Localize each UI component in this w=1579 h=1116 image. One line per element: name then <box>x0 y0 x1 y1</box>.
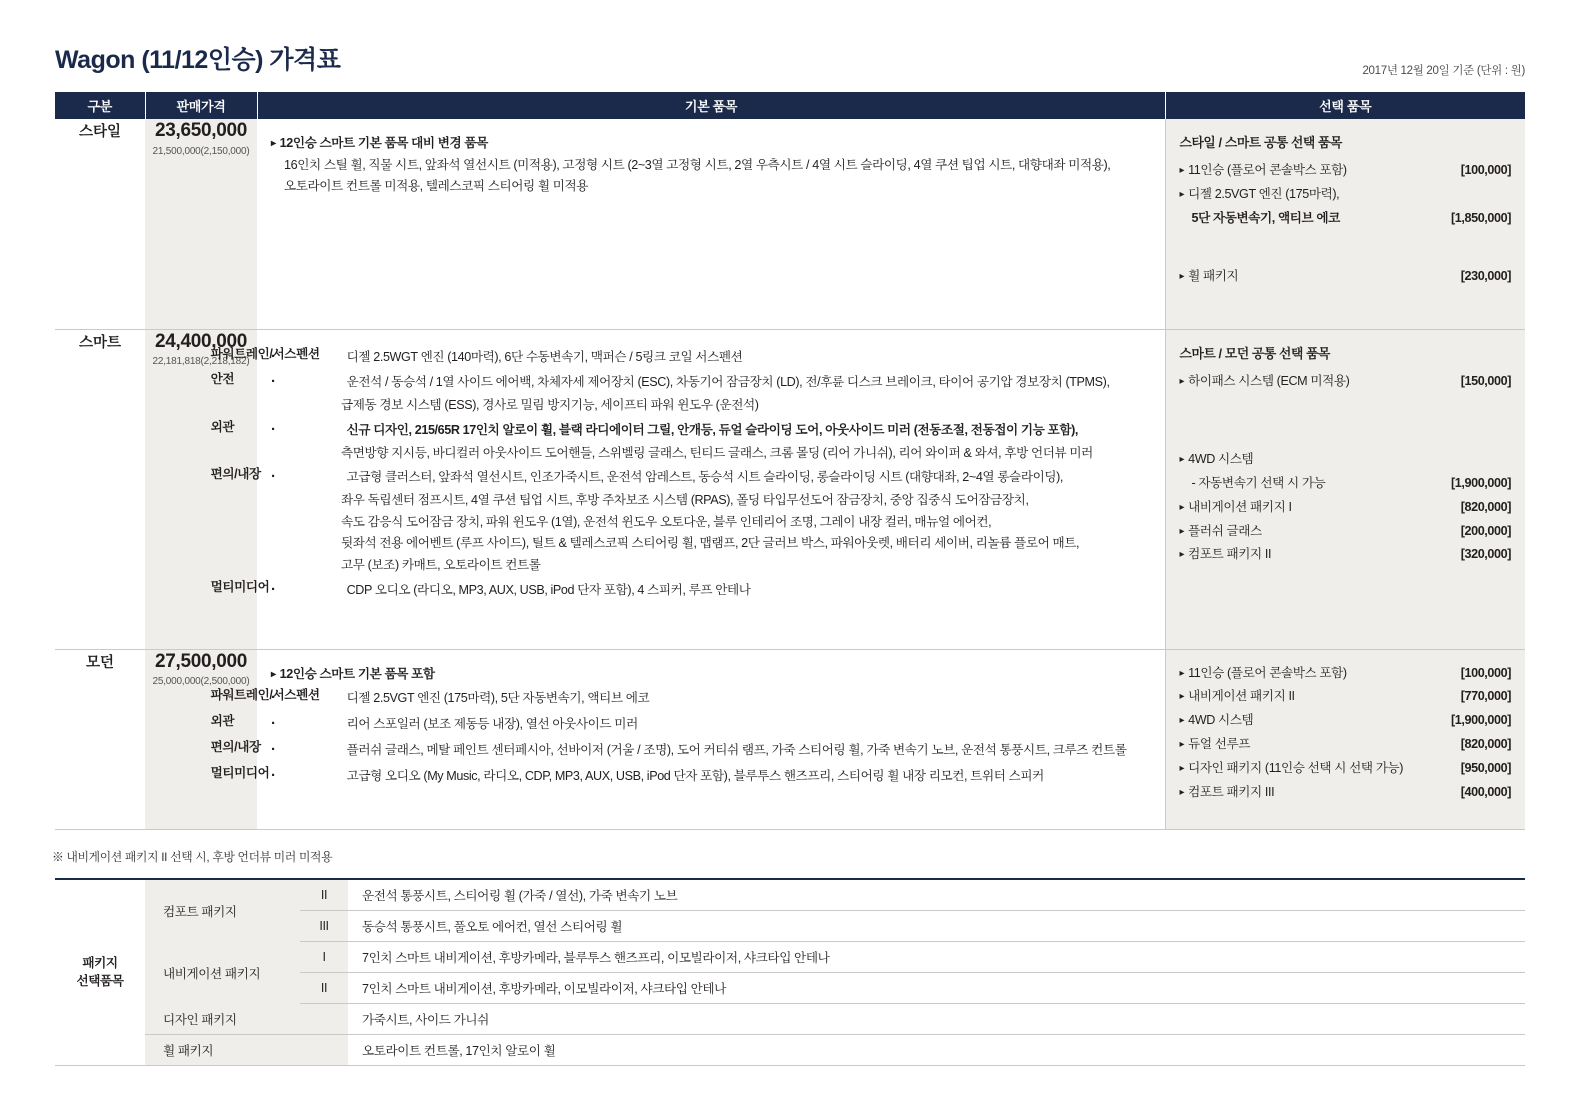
table-row <box>55 649 1525 829</box>
option-row[interactable] <box>1180 709 1512 733</box>
price-breakdown: 25,000,000(2,500,000) <box>152 676 250 688</box>
option-row[interactable] <box>1180 448 1512 472</box>
basic-text: 속도 감응식 도어잠금 장치, 파워 윈도우 (1열), 운전석 윈도우 오토다운, 블루 인테리어 조명, 그레이 내장 컬러, 매뉴얼 에어컨, <box>341 514 992 529</box>
package-desc: 7인치 스마트 내비게이션, 후방카메라, 블루투스 핸즈프리, 이모빌라이저, 샤크타입 안테나 <box>348 941 1525 972</box>
option-row[interactable] <box>1180 472 1512 496</box>
price-breakdown: 21,500,000(2,150,000) <box>152 145 250 157</box>
spacer <box>1180 231 1512 265</box>
package-desc: 가죽시트, 사이드 가니쉬 <box>348 1003 1525 1034</box>
basic-items-modern <box>210 649 1165 829</box>
price-value: 23,650,000 <box>154 120 248 141</box>
option-row[interactable] <box>1180 159 1512 183</box>
option-row[interactable] <box>1180 685 1512 709</box>
price-value: 24,400,000 <box>154 330 248 352</box>
option-name: ▸ 듀얼 선루프 <box>1180 733 1251 757</box>
basic-text: 운전석 / 동승석 / 1열 사이드 에어백, 차체자세 제어장치 (ESC), 차동기어 잠금장치 (LD), 전/후륜 디스크 브레이크, 타이어 공기압 경보장치 (TPMS), <box>346 375 1110 390</box>
option-name: ▸ 플러쉬 글래스 <box>1180 520 1262 544</box>
trim-name-smart: 스마트 <box>55 329 145 649</box>
option-row[interactable] <box>1180 370 1512 394</box>
option-name: ▸ 4WD 시스템 <box>1180 709 1254 733</box>
price-value: 27,500,000 <box>154 650 248 672</box>
table-row <box>55 941 1525 972</box>
basic-text: 좌우 독립센터 점프시트, 4열 쿠션 팁업 시트, 후방 주차보조 시스템 (RPAS), 폴딩 타입무선도어 잠금장치, 중앙 집중식 도어잠금장치, <box>341 493 1029 507</box>
basic-line <box>271 555 1155 577</box>
package-desc: 오토라이트 컨트롤, 17인치 알로이 휠 <box>348 1034 1525 1065</box>
price-table <box>55 92 1525 830</box>
option-price: [770,000] <box>1460 689 1511 704</box>
basic-line <box>271 395 1155 417</box>
spacer <box>1180 428 1512 448</box>
basic-text: 신규 디자인, 215/65R 17인치 알로이 휠, 블랙 라디에이터 그릴, 안개등, 듀얼 슬라이딩 도어, 아웃사이드 미러 (전동조절, 전동접이 기능 포함), <box>346 422 1078 437</box>
basic-text: CDP 오디오 (라디오, MP3, AUX, USB, iPod 단자 포함), 4 스피커, 루프 안테나 <box>346 582 751 597</box>
option-price: [1,900,000] <box>1450 475 1511 490</box>
option-items-smart <box>1165 329 1525 649</box>
option-row[interactable] <box>1180 662 1512 686</box>
option-price: [820,000] <box>1460 737 1511 752</box>
option-name: ▸ 컴포트 패키지 II <box>1180 543 1272 567</box>
column-header-gubun: 구분 <box>55 92 145 119</box>
basic-text: 플러쉬 글래스, 메탈 페인트 센터페시아, 선바이저 (거울 / 조명), 도어 커티쉬 램프, 가죽 스티어링 휠, 가죽 변속기 노브, 운전석 통풍시트, 크루즈 컨트롤 <box>346 742 1127 757</box>
package-name: 컴포트 패키지 <box>145 879 300 941</box>
basic-line <box>210 711 1155 737</box>
option-name: ▸ 내비게이션 패키지 II <box>1180 685 1295 709</box>
effective-date-note: 2017년 12월 20일 기준 (단위 : 원) <box>1362 65 1525 77</box>
trim-price-smart <box>145 329 257 649</box>
option-row[interactable] <box>1180 781 1512 805</box>
option-price: [1,900,000] <box>1450 713 1511 728</box>
basic-label: 멀티미디어 <box>210 765 270 780</box>
option-price: [950,000] <box>1460 761 1511 776</box>
option-name: ▸ 디젤 2.5VGT 엔진 (175마력), <box>1180 183 1340 207</box>
option-name: ▸ 내비게이션 패키지 I <box>1180 496 1292 520</box>
package-option-table <box>55 878 1525 1066</box>
option-row[interactable] <box>1180 496 1512 520</box>
table-row <box>55 1003 1525 1034</box>
option-row[interactable] <box>1180 757 1512 781</box>
basic-line <box>271 512 1155 534</box>
basic-label: 안전 <box>210 372 235 387</box>
basic-line <box>210 344 1155 370</box>
basic-label: 파워트레인/서스펜션 <box>210 346 320 361</box>
package-section-title <box>55 879 145 1065</box>
trim-name-style: 스타일 <box>55 119 145 329</box>
basic-line <box>210 685 1155 711</box>
package-grade: II <box>300 972 348 1003</box>
package-desc: 7인치 스마트 내비게이션, 후방카메라, 이모빌라이저, 샤크타입 안테나 <box>348 972 1525 1003</box>
basic-items-smart <box>210 329 1165 649</box>
basic-line: 오토라이트 컨트롤 미적용, 텔레스코픽 스티어링 휠 미적용 <box>284 179 589 194</box>
basic-head: ▸ 12인승 스마트 기본 품목 대비 변경 품목 <box>271 133 1155 155</box>
option-price: [820,000] <box>1460 499 1511 514</box>
column-header-price: 판매가격 <box>145 92 257 119</box>
basic-line <box>271 443 1155 465</box>
basic-line <box>271 533 1155 555</box>
option-price: [1,850,000] <box>1450 211 1511 226</box>
basic-text: 디젤 2.5VGT 엔진 (175마력), 5단 자동변속기, 액티브 에코 <box>346 691 650 706</box>
package-desc: 동승석 통풍시트, 풀오토 에어컨, 열선 스티어링 휠 <box>348 910 1525 941</box>
option-group-title: 스타일 / 스마트 공통 선택 품목 <box>1179 135 1342 150</box>
package-grade <box>300 1034 348 1065</box>
option-name: 5단 자동변속기, 액티브 에코 <box>1191 211 1340 226</box>
basic-label: 외관 <box>210 713 235 728</box>
option-row[interactable] <box>1180 207 1512 231</box>
basic-line <box>210 417 1155 443</box>
basic-line <box>210 737 1155 763</box>
package-grade <box>300 1003 348 1034</box>
table-row <box>55 119 1525 329</box>
basic-text: 측면방향 지시등, 바디컬러 아웃사이드 도어핸들, 스위벨링 글래스, 틴티드 글래스, 크롬 몰딩 (리어 가니쉬), 리어 와이퍼 & 와셔, 후방 언더뷰 미러 <box>341 445 1093 460</box>
basic-text: 고무 (보조) 카매트, 오토라이트 컨트롤 <box>341 557 541 572</box>
package-title-line1: 패키지 <box>82 956 118 970</box>
option-items-style <box>1165 119 1525 329</box>
basic-label: 파워트레인/서스펜션 <box>210 688 320 703</box>
basic-line <box>271 490 1155 512</box>
option-name: ▸ 4WD 시스템 <box>1180 448 1254 472</box>
option-price: [400,000] <box>1460 785 1511 800</box>
table-header-row <box>55 92 1525 119</box>
option-price: [100,000] <box>1460 665 1511 680</box>
basic-label: 편의/내장 <box>210 467 261 482</box>
package-name: 디자인 패키지 <box>145 1003 300 1034</box>
option-name: ▸ 하이패스 시스템 (ECM 미적용) <box>1180 370 1350 394</box>
basic-head: ▸ 12인승 스마트 기본 품목 포함 <box>271 664 1155 686</box>
basic-label: 멀티미디어 <box>210 579 270 594</box>
page-title: Wagon (11/12인승) 가격표 <box>55 46 341 74</box>
basic-text: 뒷좌석 전용 에어벤트 (루프 사이드), 틸트 & 텔레스코픽 스티어링 휠, 맵램프, 2단 글러브 박스, 파워아웃렛, 배터리 세이버, 리놀륨 플로어 매트, <box>341 536 1080 551</box>
basic-label: 외관 <box>210 419 235 434</box>
package-grade: III <box>300 910 348 941</box>
option-name: - 자동변속기 선택 시 가능 <box>1191 475 1326 490</box>
option-row[interactable] <box>1180 543 1512 567</box>
basic-line: 16인치 스틸 휠, 직물 시트, 앞좌석 열선시트 (미적용), 고정형 시트 (2~3열 고정형 시트, 2열 우측시트 / 4열 시트 슬라이딩, 4열 쿠션 팁업 시트, 대향대좌 미적용), <box>284 157 1111 172</box>
package-name: 내비게이션 패키지 <box>145 941 300 1003</box>
trim-price-style <box>145 119 257 329</box>
option-name: ▸ 휠 패키지 <box>1180 265 1239 289</box>
option-price: [230,000] <box>1460 269 1511 284</box>
basic-text: 고급형 오디오 (My Music, 라디오, CDP, MP3, AUX, USB, iPod 단자 포함), 블루투스 핸즈프리, 스티어링 휠 내장 리모컨, 트위터 스피커 <box>346 768 1044 783</box>
trim-name-modern: 모던 <box>55 649 145 829</box>
table-row <box>55 1034 1525 1065</box>
package-title-line2: 선택품목 <box>76 974 124 989</box>
package-grade: I <box>300 941 348 972</box>
basic-text: 디젤 2.5WGT 엔진 (140마력), 6단 수동변속기, 맥퍼슨 / 5링크 코일 서스펜션 <box>346 349 743 364</box>
basic-text: 리어 스포일러 (보조 제동등 내장), 열선 아웃사이드 미러 <box>346 716 638 731</box>
footnote: ※ 내비게이션 패키지 II 선택 시, 후방 언더뷰 미러 미적용 <box>52 850 333 864</box>
option-group-title: 스마트 / 모던 공통 선택 품목 <box>1179 345 1331 361</box>
basic-text: 급제동 경보 시스템 (ESS), 경사로 밀림 방지기능, 세이프티 파워 윈도우 (운전석) <box>341 398 759 413</box>
column-header-option: 선택 품목 <box>1165 92 1525 119</box>
option-price: [200,000] <box>1460 523 1511 538</box>
column-header-basic: 기본 품목 <box>257 92 1165 119</box>
table-row <box>55 879 1525 910</box>
option-items-modern <box>1165 649 1525 829</box>
package-name: 휠 패키지 <box>145 1034 300 1065</box>
package-grade: II <box>300 879 348 910</box>
basic-line <box>210 763 1155 789</box>
option-price: [320,000] <box>1460 547 1511 562</box>
package-desc: 운전석 통풍시트, 스티어링 휠 (가죽 / 열선), 가죽 변속기 노브 <box>348 879 1525 910</box>
basic-line <box>210 577 1155 603</box>
option-price: [100,000] <box>1460 163 1511 178</box>
table-row <box>55 329 1525 649</box>
option-name: ▸ 컴포트 패키지 III <box>1180 781 1275 805</box>
price-breakdown: 22,181,818(2,218,182) <box>152 356 250 368</box>
option-row[interactable] <box>1180 733 1512 757</box>
option-row[interactable] <box>1180 265 1512 289</box>
basic-items-style <box>257 119 1165 329</box>
option-name: ▸ 디자인 패키지 (11인승 선택 시 선택 가능) <box>1180 757 1404 781</box>
option-name: ▸ 11인승 (플로어 콘솔박스 포함) <box>1180 159 1347 183</box>
basic-label: 편의/내장 <box>210 739 261 754</box>
document-header <box>55 40 1525 86</box>
option-row[interactable] <box>1180 183 1512 207</box>
basic-line <box>210 464 1155 490</box>
option-name: ▸ 11인승 (플로어 콘솔박스 포함) <box>1180 662 1347 686</box>
option-row[interactable] <box>1180 520 1512 544</box>
option-price: [150,000] <box>1460 373 1511 388</box>
basic-text: 고급형 클러스터, 앞좌석 열선시트, 인조가죽시트, 운전석 암레스트, 동승석 시트 슬라이딩, 롱슬라이딩 시트 (대향대좌, 2~4열 롱슬라이딩), <box>346 470 1064 485</box>
basic-line <box>210 369 1155 395</box>
spacer <box>1180 394 1512 428</box>
